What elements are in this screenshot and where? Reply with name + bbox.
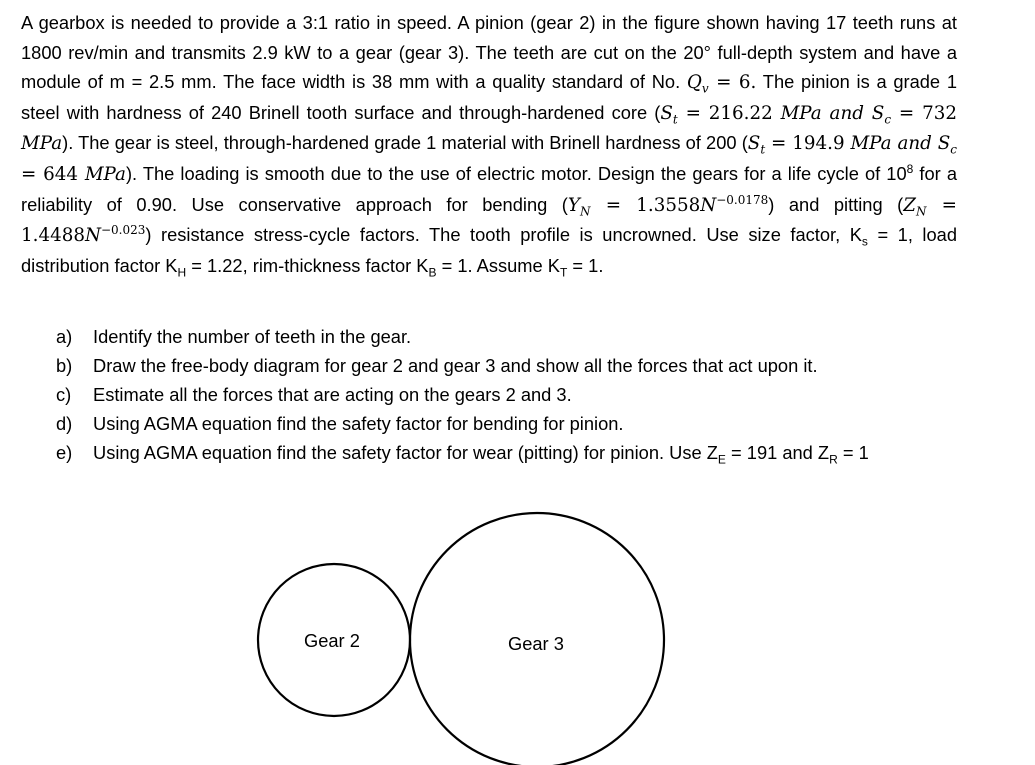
part-b-text: Draw the free-body diagram for gear 2 and gear 3 and show all the forces that act upon it.: [93, 355, 818, 376]
kh-subscript: H: [177, 265, 187, 280]
part-d: [56, 409, 1006, 438]
st2-subscript: t: [760, 143, 766, 158]
life-exponent: 8: [906, 161, 914, 176]
st2-unit: MPa and: [850, 133, 938, 155]
problem-text-9: = 1.22, rim-thickness factor K: [186, 254, 429, 276]
zr-subscript: R: [829, 452, 838, 467]
problem-statement: [21, 8, 957, 280]
kt-subscript: T: [559, 265, 568, 280]
sc-value: = 732: [891, 102, 957, 124]
problem-text-7: ) resistance stress-cycle factors. The tooth profile is uncrowned. Use size factor, K: [145, 224, 862, 246]
yn-value: = 1.3558: [590, 194, 701, 216]
sc2-subscript: c: [950, 143, 957, 158]
st2-value: = 194.9: [765, 133, 851, 155]
part-b-label: b): [56, 355, 73, 376]
problem-text-6: ) and pitting (: [768, 193, 904, 215]
sc2-unit: MPa: [84, 163, 126, 185]
question-parts-list: [56, 322, 1006, 467]
zn-value: = 1.4488: [21, 194, 957, 247]
yn-exponent: −0.0178: [716, 192, 769, 207]
qv-symbol: Q: [686, 72, 702, 94]
part-d-text: Using AGMA equation find the safety factor for bending for pinion.: [93, 413, 624, 434]
sc2-value: = 644: [21, 163, 85, 185]
part-a: [56, 322, 1006, 351]
sc-subscript: c: [884, 112, 892, 127]
st-symbol: S: [660, 102, 673, 124]
gear-2-circle: [258, 564, 410, 716]
problem-text-8: = 1, load distribution factor K: [21, 224, 957, 276]
ze-subscript: E: [717, 452, 726, 467]
zn-exponent: −0.023: [100, 223, 146, 238]
zn-n: N: [84, 225, 101, 247]
qv-subscript: v: [701, 81, 709, 96]
problem-text-3: ). The gear is steel, through-hardened grade 1 material with Brinell hardness of 200 (: [62, 132, 748, 154]
part-e: [56, 438, 1006, 467]
part-b: [56, 351, 1006, 380]
part-e-text-mid: = 191 and Z: [725, 442, 830, 463]
problem-text-4: ). The loading is smooth due to the use of electric motor. Design the gears for a life cycle of 10: [125, 162, 907, 184]
gear-3-circle: [410, 513, 664, 765]
st-value: = 216.22: [677, 102, 781, 124]
ks-subscript: s: [861, 234, 868, 249]
part-a-text: Identify the number of teeth in the gear.: [93, 326, 412, 347]
sc2-symbol: S: [937, 133, 951, 155]
part-e-label: e): [56, 442, 73, 463]
part-e-text: [93, 438, 869, 467]
problem-text-10: = 1. Assume K: [436, 254, 560, 276]
st-subscript: t: [672, 112, 678, 127]
st-unit: MPa and: [780, 102, 872, 124]
sc-symbol: S: [871, 102, 885, 124]
part-c-label: c): [56, 384, 72, 405]
part-e-text-main: Using AGMA equation find the safety factor for wear (pitting) for pinion. Use Z: [93, 442, 718, 463]
qv-value: = 6.: [708, 72, 757, 94]
gear-3-label: Gear 3: [508, 633, 564, 654]
zn-subscript: N: [915, 204, 927, 219]
part-a-label: a): [56, 326, 73, 347]
zn-symbol: Z: [903, 194, 916, 216]
part-e-text-tail: = 1: [837, 442, 869, 463]
gear-2-label: Gear 2: [304, 630, 360, 651]
part-c-text: Estimate all the forces that are acting on the gears 2 and 3.: [93, 384, 572, 405]
yn-symbol: Y: [567, 194, 580, 216]
sc-unit: MPa: [21, 133, 63, 155]
problem-text-2: The pinion is a grade 1 steel with hardness of 240 Brinell tooth surface and through-hardened core (: [21, 71, 957, 123]
problem-text-11: = 1.: [567, 254, 604, 276]
kb-subscript: B: [428, 265, 437, 280]
problem-text-1: A gearbox is needed to provide a 3:1 ratio in speed. A pinion (gear 2) in the figure shown having 17 teeth runs at 1800 rev/min and transmits 2.9 kW to a gear (gear 3). The teeth are cut on the 20° full-depth system and have a module of m = 2.5 mm. The face width is 38 mm with a quality standard of No.: [21, 12, 957, 93]
part-d-label: d): [56, 413, 73, 434]
problem-text-5: for a reliability of 0.90. Use conservative approach for bending (: [21, 162, 957, 215]
part-c: [56, 380, 1006, 409]
yn-n: N: [700, 194, 717, 216]
yn-subscript: N: [579, 204, 591, 219]
st2-symbol: S: [747, 133, 761, 155]
